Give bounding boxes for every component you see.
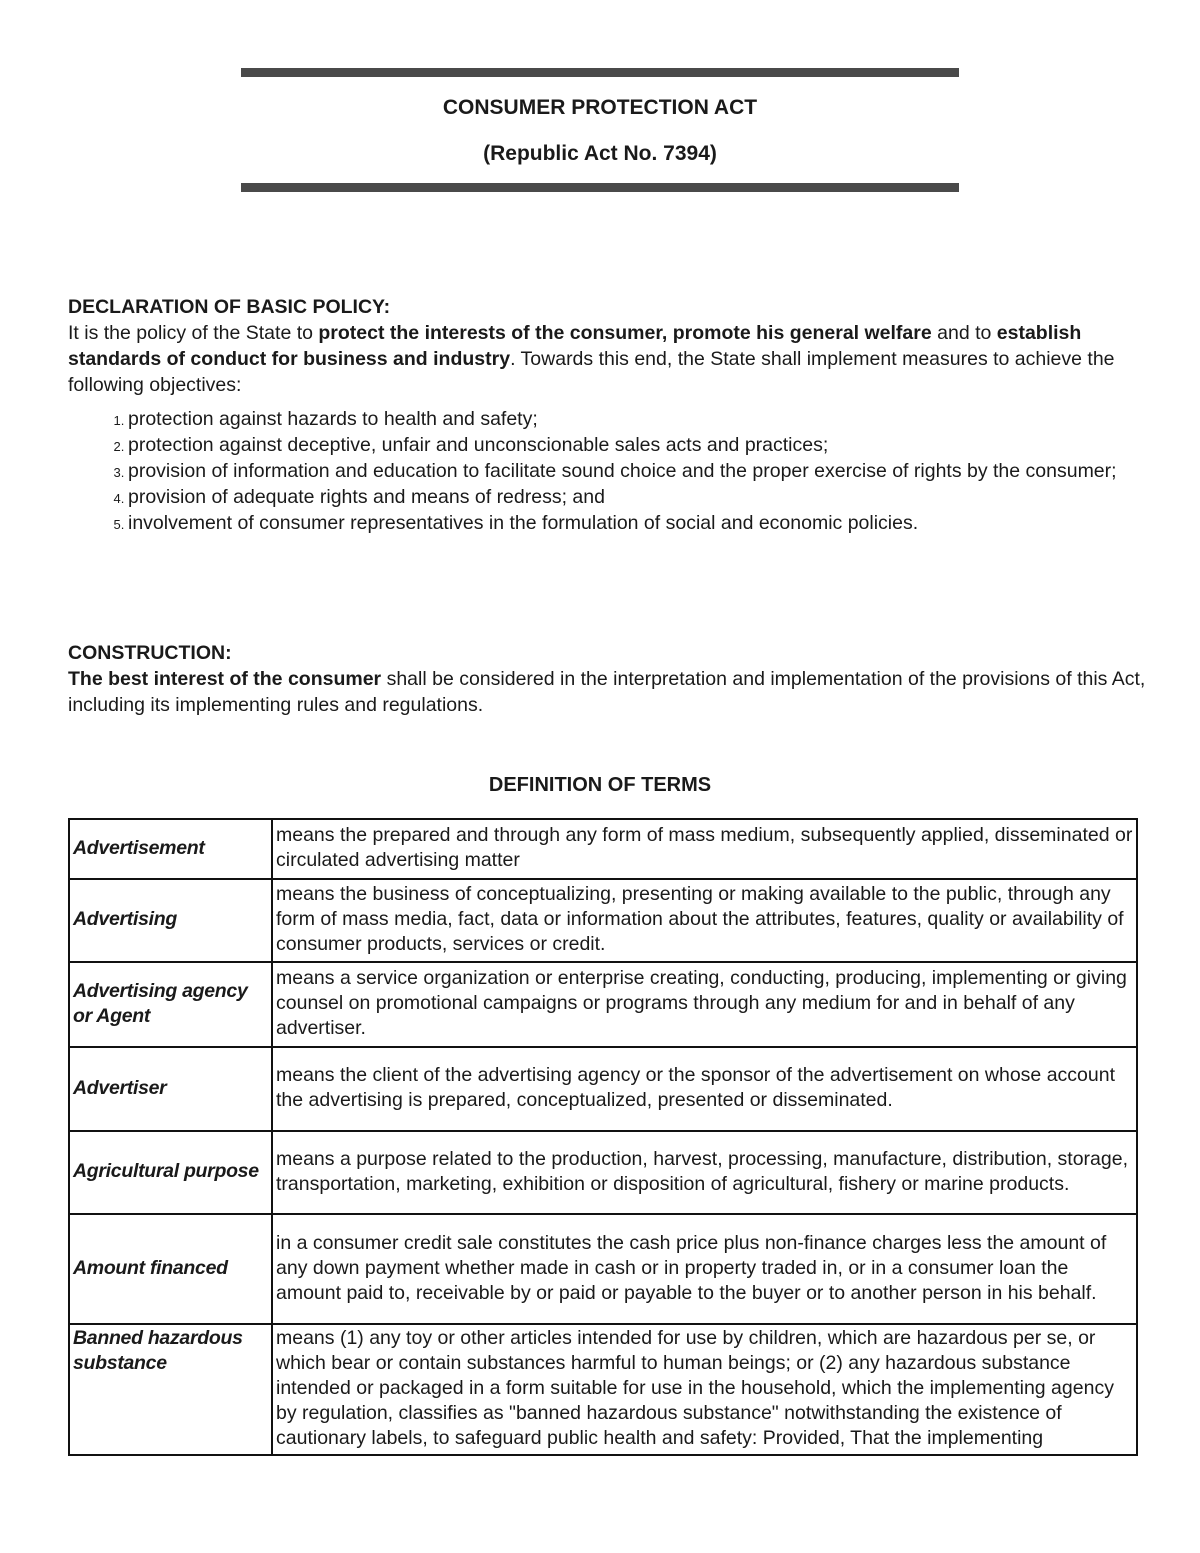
definitions-heading: DEFINITION OF TERMS <box>488 774 712 796</box>
definitions-table <box>68 818 1138 1456</box>
objective-item: 5. involvement of consumer representatives in the formulation of social and economic policies. <box>128 510 1148 536</box>
policy-text-3: . Towards this end, the State shall implement measures to achieve the following objectives: <box>68 348 1115 396</box>
objectives-list <box>68 406 1148 536</box>
policy-paragraph <box>68 320 1148 398</box>
policy-bold-2: establish standards of conduct for business and industry <box>68 322 1082 370</box>
policy-text-2: and to <box>931 322 997 344</box>
policy-bold-1: protect the interests of the consumer, promote his general welfare <box>318 322 932 344</box>
document-title: CONSUMER PROTECTION ACT <box>442 96 758 119</box>
definition-cell: means the prepared and through any form of mass medium, subsequently applied, disseminated or circulated advertising matter <box>272 819 1137 879</box>
term-cell: Advertiser <box>69 1047 272 1131</box>
objective-item: 3. provision of information and education to facilitate sound choice and the proper exercise of rights by the consumer; <box>128 458 1148 484</box>
table-row <box>69 1047 1137 1131</box>
table-row <box>69 962 1137 1047</box>
header-rule-bottom <box>241 183 959 192</box>
table-row <box>69 1131 1137 1214</box>
objective-item: 1. protection against hazards to health and safety; <box>128 406 1148 432</box>
objective-item: 2. protection against deceptive, unfair and unconscionable sales acts and practices; <box>128 432 1148 458</box>
definition-cell: in a consumer credit sale constitutes the cash price plus non-finance charges less the amount of any down payment whether made in cash or in property traded in, or in a consumer loan the amount paid to, receivable by or paid or payable to the buyer or to another person in his behalf. <box>272 1214 1137 1324</box>
policy-text-1: It is the policy of the State to <box>68 322 319 344</box>
construction-heading: CONSTRUCTION: <box>68 642 232 664</box>
definition-cell: means a purpose related to the production, harvest, processing, manufacture, distribution, storage, transportation, marketing, exhibition or disposition of agricultural, fishery or marine products. <box>272 1131 1137 1214</box>
definitions-table-wrapper <box>68 818 1138 1553</box>
construction-text: shall be considered in the interpretation and implementation of the provisions of this Act, including its implementing rules and regulations. <box>68 668 1146 716</box>
policy-section <box>68 294 1148 536</box>
header-rule-top <box>241 68 959 77</box>
table-row <box>69 1214 1137 1324</box>
objective-item: 4. provision of adequate rights and means of redress; and <box>128 484 1148 510</box>
term-cell: Amount financed <box>69 1214 272 1324</box>
construction-paragraph <box>68 666 1148 718</box>
document-subtitle: (Republic Act No. 7394) <box>483 142 717 165</box>
term-cell: Advertising agency or Agent <box>69 962 272 1047</box>
policy-heading: DECLARATION OF BASIC POLICY: <box>68 296 391 318</box>
term-cell: Advertisement <box>69 819 272 879</box>
definition-cell: means the business of conceptualizing, presenting or making available to the public, through any form of mass media, fact, data or information about the attributes, features, quality or availability of consumer products, services or credit. <box>272 879 1137 962</box>
table-row <box>69 819 1137 879</box>
construction-bold: The best interest of the consumer <box>68 668 382 690</box>
term-cell: Agricultural purpose <box>69 1131 272 1214</box>
definition-cell: means the client of the advertising agency or the sponsor of the advertisement on whose account the advertising is prepared, conceptualized, presented or disseminated. <box>272 1047 1137 1131</box>
construction-section <box>68 640 1148 718</box>
definition-cell: means (1) any toy or other articles intended for use by children, which are hazardous per se, or which bear or contain substances harmful to human beings; or (2) any hazardous substance intended or packaged in a form suitable for use in the household, which the implementing agency by regulation, classifies as "banned hazardous substance" notwithstanding the existence of cautionary labels, to safeguard public health and safety: Provided, That the implementing <box>272 1324 1137 1455</box>
term-cell: Banned hazardous substance <box>69 1324 272 1455</box>
table-row <box>69 879 1137 962</box>
term-cell: Advertising <box>69 879 272 962</box>
table-row <box>69 1324 1137 1455</box>
definition-cell: means a service organization or enterprise creating, conducting, producing, implementing or giving counsel on promotional campaigns or programs through any medium for and in behalf of any advertiser. <box>272 962 1137 1047</box>
